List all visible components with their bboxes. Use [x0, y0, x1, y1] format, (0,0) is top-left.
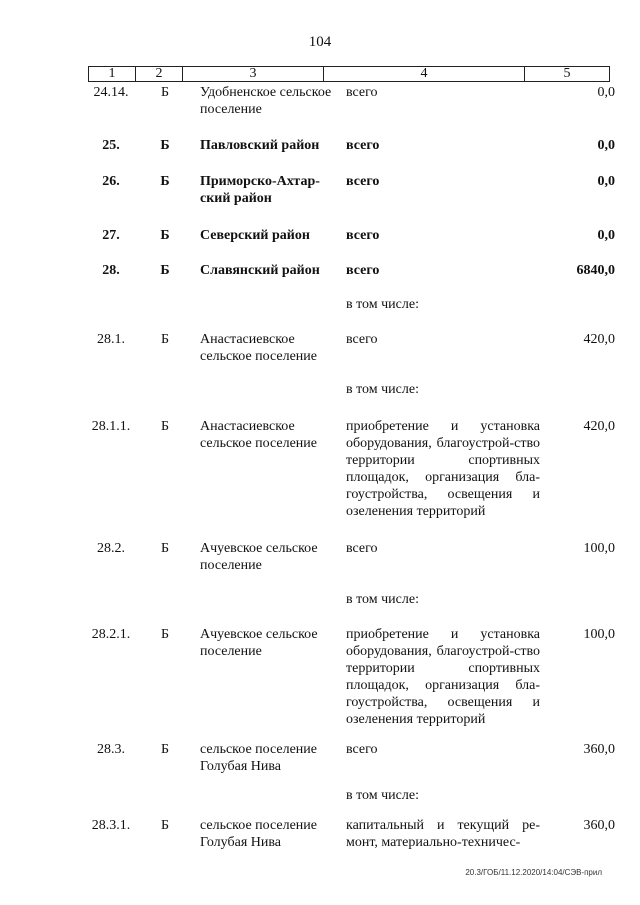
row-category: Б: [160, 138, 170, 153]
row-description: всего: [346, 138, 380, 153]
row-value: 6840,0: [576, 263, 615, 278]
row-description: всего: [346, 541, 378, 556]
row-number: 28.: [102, 263, 120, 278]
row-description: всего: [346, 174, 380, 189]
row-value: 0,0: [597, 228, 615, 243]
row-description: всего: [346, 263, 380, 278]
row-category: Б: [160, 228, 170, 243]
table-header: [88, 66, 610, 82]
header-col-3: 3: [183, 67, 324, 82]
row-category: Б: [160, 332, 170, 347]
row-value: 360,0: [583, 818, 615, 833]
page-number: 104: [308, 34, 332, 50]
header-col-2: 2: [136, 67, 183, 82]
row-value: 0,0: [597, 174, 615, 189]
row-number: 24.14.: [93, 85, 129, 100]
document-footer-code: 20.3/ГОБ/11.12.2020/14:04/СЭВ-прил: [465, 868, 602, 877]
row-description: капитальный и текущий ре-монт, материально-техничес-: [346, 818, 540, 850]
row-number: 28.3.: [97, 742, 125, 757]
row-category: Б: [160, 263, 170, 278]
subheader-including: в том числе:: [346, 297, 419, 312]
row-name: сельское поселение Голубая Нива: [200, 742, 317, 774]
row-name: Анастасиевское сельское поселение: [200, 332, 317, 364]
row-name: Павловский район: [200, 138, 320, 153]
row-name: Славянский район: [200, 263, 320, 278]
row-category: Б: [160, 541, 170, 556]
row-description: всего: [346, 85, 378, 100]
header-col-5: 5: [525, 67, 610, 82]
row-value: 360,0: [583, 742, 615, 757]
row-description: приобретение и установка оборудования, благоустрой-ство территории спортивных площадок, организация бла-гоустройства, освещения и озеленения территорий: [346, 627, 540, 727]
row-name: Ачуевское сельское поселение: [200, 627, 318, 659]
row-category: Б: [160, 818, 170, 833]
row-number: 28.2.: [97, 541, 125, 556]
row-number: 28.2.1.: [91, 627, 131, 642]
row-value: 0,0: [597, 138, 615, 153]
row-category: Б: [160, 174, 170, 189]
row-name: Анастасиевское сельское поселение: [200, 419, 317, 451]
row-value: 420,0: [583, 332, 615, 347]
row-value: 100,0: [583, 541, 615, 556]
row-name: Приморско-Ахтар-ский район: [200, 174, 320, 206]
row-name: Северский район: [200, 228, 310, 243]
header-col-1: 1: [89, 67, 136, 82]
row-number: 27.: [102, 228, 120, 243]
row-value: 420,0: [583, 419, 615, 434]
row-category: Б: [160, 419, 170, 434]
row-value: 0,0: [597, 85, 615, 100]
row-category: Б: [160, 627, 170, 642]
subheader-including: в том числе:: [346, 382, 419, 397]
header-col-4: 4: [324, 67, 525, 82]
row-value: 100,0: [583, 627, 615, 642]
row-category: Б: [160, 742, 170, 757]
row-number: 25.: [102, 138, 120, 153]
row-description: всего: [346, 742, 378, 757]
row-name: Ачуевское сельское поселение: [200, 541, 318, 573]
row-name: сельское поселение Голубая Нива: [200, 818, 317, 850]
row-number: 28.1.1.: [91, 419, 131, 434]
row-number: 28.1.: [97, 332, 125, 347]
subheader-including: в том числе:: [346, 592, 419, 607]
row-description: всего: [346, 228, 380, 243]
row-name: Удобненское сельское поселение: [200, 85, 332, 117]
row-number: 28.3.1.: [91, 818, 131, 833]
row-description: приобретение и установка оборудования, благоустрой-ство территории спортивных площадок, организация бла-гоустройства, освещения и озеленения территорий: [346, 419, 540, 519]
row-number: 26.: [102, 174, 120, 189]
row-category: Б: [160, 85, 170, 100]
row-description: всего: [346, 332, 378, 347]
subheader-including: в том числе:: [346, 788, 419, 803]
